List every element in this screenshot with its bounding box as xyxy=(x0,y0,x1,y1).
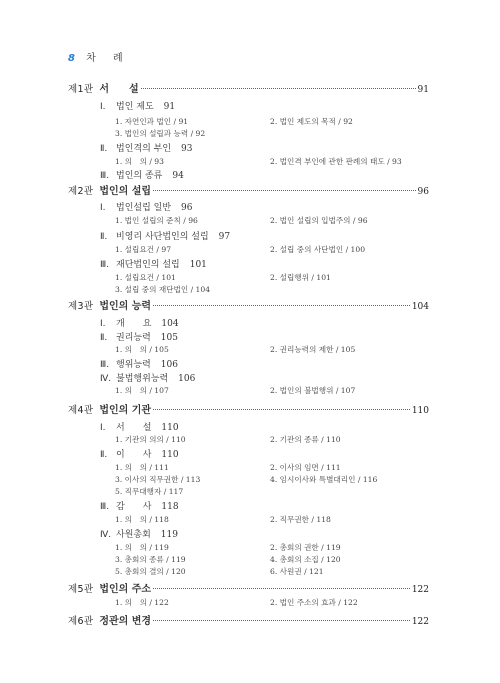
toc-item[interactable]: 1. 기관의 의의 / 110 xyxy=(115,435,186,444)
subsection[interactable] xyxy=(100,420,179,433)
toc-item[interactable]: 3. 총회의 종류 / 119 xyxy=(115,555,186,564)
subsection-number: Ⅱ. xyxy=(100,450,108,460)
toc-item[interactable]: 2. 직무권한 / 118 xyxy=(270,515,331,524)
subsection-page: 119 xyxy=(160,530,178,540)
subsection-title: 개 요 xyxy=(116,319,152,329)
leader-dots xyxy=(153,620,410,621)
subsection-page: 105 xyxy=(160,333,178,343)
leader-dots xyxy=(153,190,415,191)
subsection-page: 118 xyxy=(161,502,179,512)
toc-item[interactable]: 1. 의 의 / 107 xyxy=(115,386,169,395)
toc-item[interactable]: 1. 설립요건 / 101 xyxy=(115,273,176,282)
subsection-title: 법인격의 부인 xyxy=(116,144,172,154)
subsection[interactable] xyxy=(100,330,178,343)
section-1[interactable] xyxy=(68,80,429,94)
leader-dots xyxy=(141,88,416,89)
chapter-mark: 8 xyxy=(68,53,75,64)
section-5[interactable] xyxy=(68,580,429,594)
subsection[interactable] xyxy=(100,99,175,112)
section-number: 제1관 xyxy=(68,84,94,95)
toc-item[interactable]: 3. 설립 중의 재단법인 / 104 xyxy=(115,285,211,294)
section-page: 122 xyxy=(411,617,429,627)
toc-item[interactable]: 1. 의 의 / 111 xyxy=(115,463,169,472)
subsection[interactable] xyxy=(100,316,179,329)
subsection-number: Ⅰ. xyxy=(100,319,106,329)
section-page: 110 xyxy=(411,406,429,416)
leader-dots xyxy=(153,588,410,589)
leader-dots xyxy=(153,409,410,410)
section-page: 91 xyxy=(417,85,429,95)
section-page: 96 xyxy=(417,187,429,197)
subsection-page: 101 xyxy=(189,260,207,270)
toc-item[interactable]: 1. 의 의 / 105 xyxy=(115,345,169,354)
subsection[interactable] xyxy=(100,499,179,512)
section-title: 법인의 능력 xyxy=(99,301,152,312)
toc-item[interactable]: 1. 의 의 / 119 xyxy=(115,543,169,552)
toc-item[interactable]: 5. 직무대행자 / 117 xyxy=(115,487,184,496)
subsection-number: Ⅱ. xyxy=(100,333,108,343)
toc-item[interactable]: 2. 이사의 임면 / 111 xyxy=(270,463,341,472)
subsection[interactable] xyxy=(100,200,192,213)
section-number: 제2관 xyxy=(68,186,94,197)
subsection-number: Ⅱ. xyxy=(100,144,108,154)
subsection-page: 94 xyxy=(172,171,184,181)
toc-item[interactable]: 1. 의 의 / 122 xyxy=(115,598,169,607)
section-title: 법인의 주소 xyxy=(99,584,152,595)
subsection-number: Ⅳ. xyxy=(100,530,112,540)
toc-item[interactable]: 1. 설립요건 / 97 xyxy=(115,245,172,254)
section-3[interactable] xyxy=(68,297,429,311)
toc-item[interactable]: 2. 총회의 권한 / 119 xyxy=(270,543,341,552)
subsection-page: 91 xyxy=(163,102,176,112)
subsection[interactable] xyxy=(100,371,195,384)
toc-item[interactable]: 2. 권리능력의 제한 / 105 xyxy=(270,345,356,354)
section-title: 서 설 xyxy=(99,84,139,95)
section-2[interactable] xyxy=(68,182,429,196)
subsection-page: 104 xyxy=(161,319,179,329)
subsection-number: Ⅲ. xyxy=(100,360,110,370)
subsection-title: 재단법인의 설립 xyxy=(116,260,180,270)
toc-item[interactable]: 3. 법인의 설립과 능력 / 92 xyxy=(115,129,206,138)
toc-item[interactable]: 2. 법인의 불법행위 / 107 xyxy=(270,386,356,395)
subsection-title: 권리능력 xyxy=(116,333,151,343)
subsection-title: 행위능력 xyxy=(116,360,151,370)
subsection-number: Ⅲ. xyxy=(100,260,110,270)
subsection[interactable] xyxy=(100,257,207,270)
toc-item[interactable]: 4. 총회의 소집 / 120 xyxy=(270,555,341,564)
subsection-page: 106 xyxy=(178,374,196,384)
toc-item[interactable]: 1. 의 의 / 93 xyxy=(115,157,164,166)
section-title: 법인의 설립 xyxy=(99,186,152,197)
leader-dots xyxy=(153,305,410,306)
section-title: 정관의 변경 xyxy=(99,616,152,627)
subsection[interactable] xyxy=(100,527,178,540)
toc-item[interactable]: 4. 임시이사와 특별대리인 / 116 xyxy=(270,475,378,484)
subsection[interactable] xyxy=(100,229,230,242)
subsection-number: Ⅰ. xyxy=(100,423,106,433)
section-number: 제4관 xyxy=(68,405,94,416)
subsection-page: 96 xyxy=(181,203,193,213)
toc-item[interactable]: 2. 설립 중의 사단법인 / 100 xyxy=(270,245,366,254)
section-4[interactable] xyxy=(68,401,429,415)
subsection-page: 110 xyxy=(161,423,179,433)
toc-item[interactable]: 2. 설립행위 / 101 xyxy=(270,273,331,282)
subsection[interactable] xyxy=(100,168,184,181)
header-title-2: 례 xyxy=(113,53,123,64)
header-title-1: 차 xyxy=(86,53,96,64)
subsection-page: 110 xyxy=(161,450,179,460)
subsection-number: Ⅲ. xyxy=(100,502,110,512)
subsection-title: 법인의 종류 xyxy=(116,171,163,181)
subsection-title: 이 사 xyxy=(116,450,152,460)
subsection-title: 감 사 xyxy=(116,502,152,512)
subsection-title: 서 설 xyxy=(116,423,152,433)
toc-item[interactable]: 1. 의 의 / 118 xyxy=(115,515,169,524)
toc-item[interactable]: 2. 기관의 종류 / 110 xyxy=(270,435,341,444)
subsection-title: 불법행위능력 xyxy=(116,374,169,384)
section-page: 122 xyxy=(411,585,429,595)
toc-item[interactable]: 2. 법인 설립의 입법주의 / 96 xyxy=(270,216,368,225)
subsection-page: 93 xyxy=(181,144,193,154)
toc-item[interactable]: 1. 법인 설립의 준칙 / 96 xyxy=(115,216,198,225)
toc-item[interactable]: 3. 이사의 직무권한 / 113 xyxy=(115,475,201,484)
subsection-number: Ⅲ. xyxy=(100,171,110,181)
toc-item[interactable]: 2. 법인격 부인에 관한 판례의 태도 / 93 xyxy=(270,157,402,166)
toc-item[interactable]: 6. 사원권 / 121 xyxy=(270,567,324,576)
subsection-number: Ⅱ. xyxy=(100,232,108,242)
subsection-number: Ⅳ. xyxy=(100,374,112,384)
toc-item[interactable]: 5. 총회의 결의 / 120 xyxy=(115,567,186,576)
toc-item[interactable]: 2. 법인 주소의 효과 / 122 xyxy=(270,598,358,607)
toc-item[interactable]: 1. 자연인과 법인 / 91 xyxy=(115,117,189,126)
subsection-title: 법인 제도 xyxy=(116,102,154,112)
subsection-number: Ⅰ. xyxy=(100,203,106,213)
section-page: 104 xyxy=(411,302,429,312)
section-6[interactable] xyxy=(68,612,429,626)
subsection-title: 법인설립 일반 xyxy=(116,203,172,213)
subsection[interactable] xyxy=(100,447,179,460)
subsection[interactable] xyxy=(100,141,192,154)
section-title: 법인의 기관 xyxy=(99,405,152,416)
subsection-title: 비영리 사단법인의 설립 xyxy=(116,232,209,242)
section-number: 제3관 xyxy=(68,301,94,312)
section-number: 제5관 xyxy=(68,584,94,595)
subsection[interactable] xyxy=(100,357,178,370)
section-number: 제6관 xyxy=(68,616,94,627)
toc-item[interactable]: 2. 법인 제도의 목적 / 92 xyxy=(270,117,353,126)
subsection-page: 106 xyxy=(160,360,178,370)
subsection-page: 97 xyxy=(218,232,231,242)
subsection-title: 사원총회 xyxy=(116,530,151,540)
page-header xyxy=(68,49,123,64)
subsection-number: Ⅰ. xyxy=(100,102,106,112)
